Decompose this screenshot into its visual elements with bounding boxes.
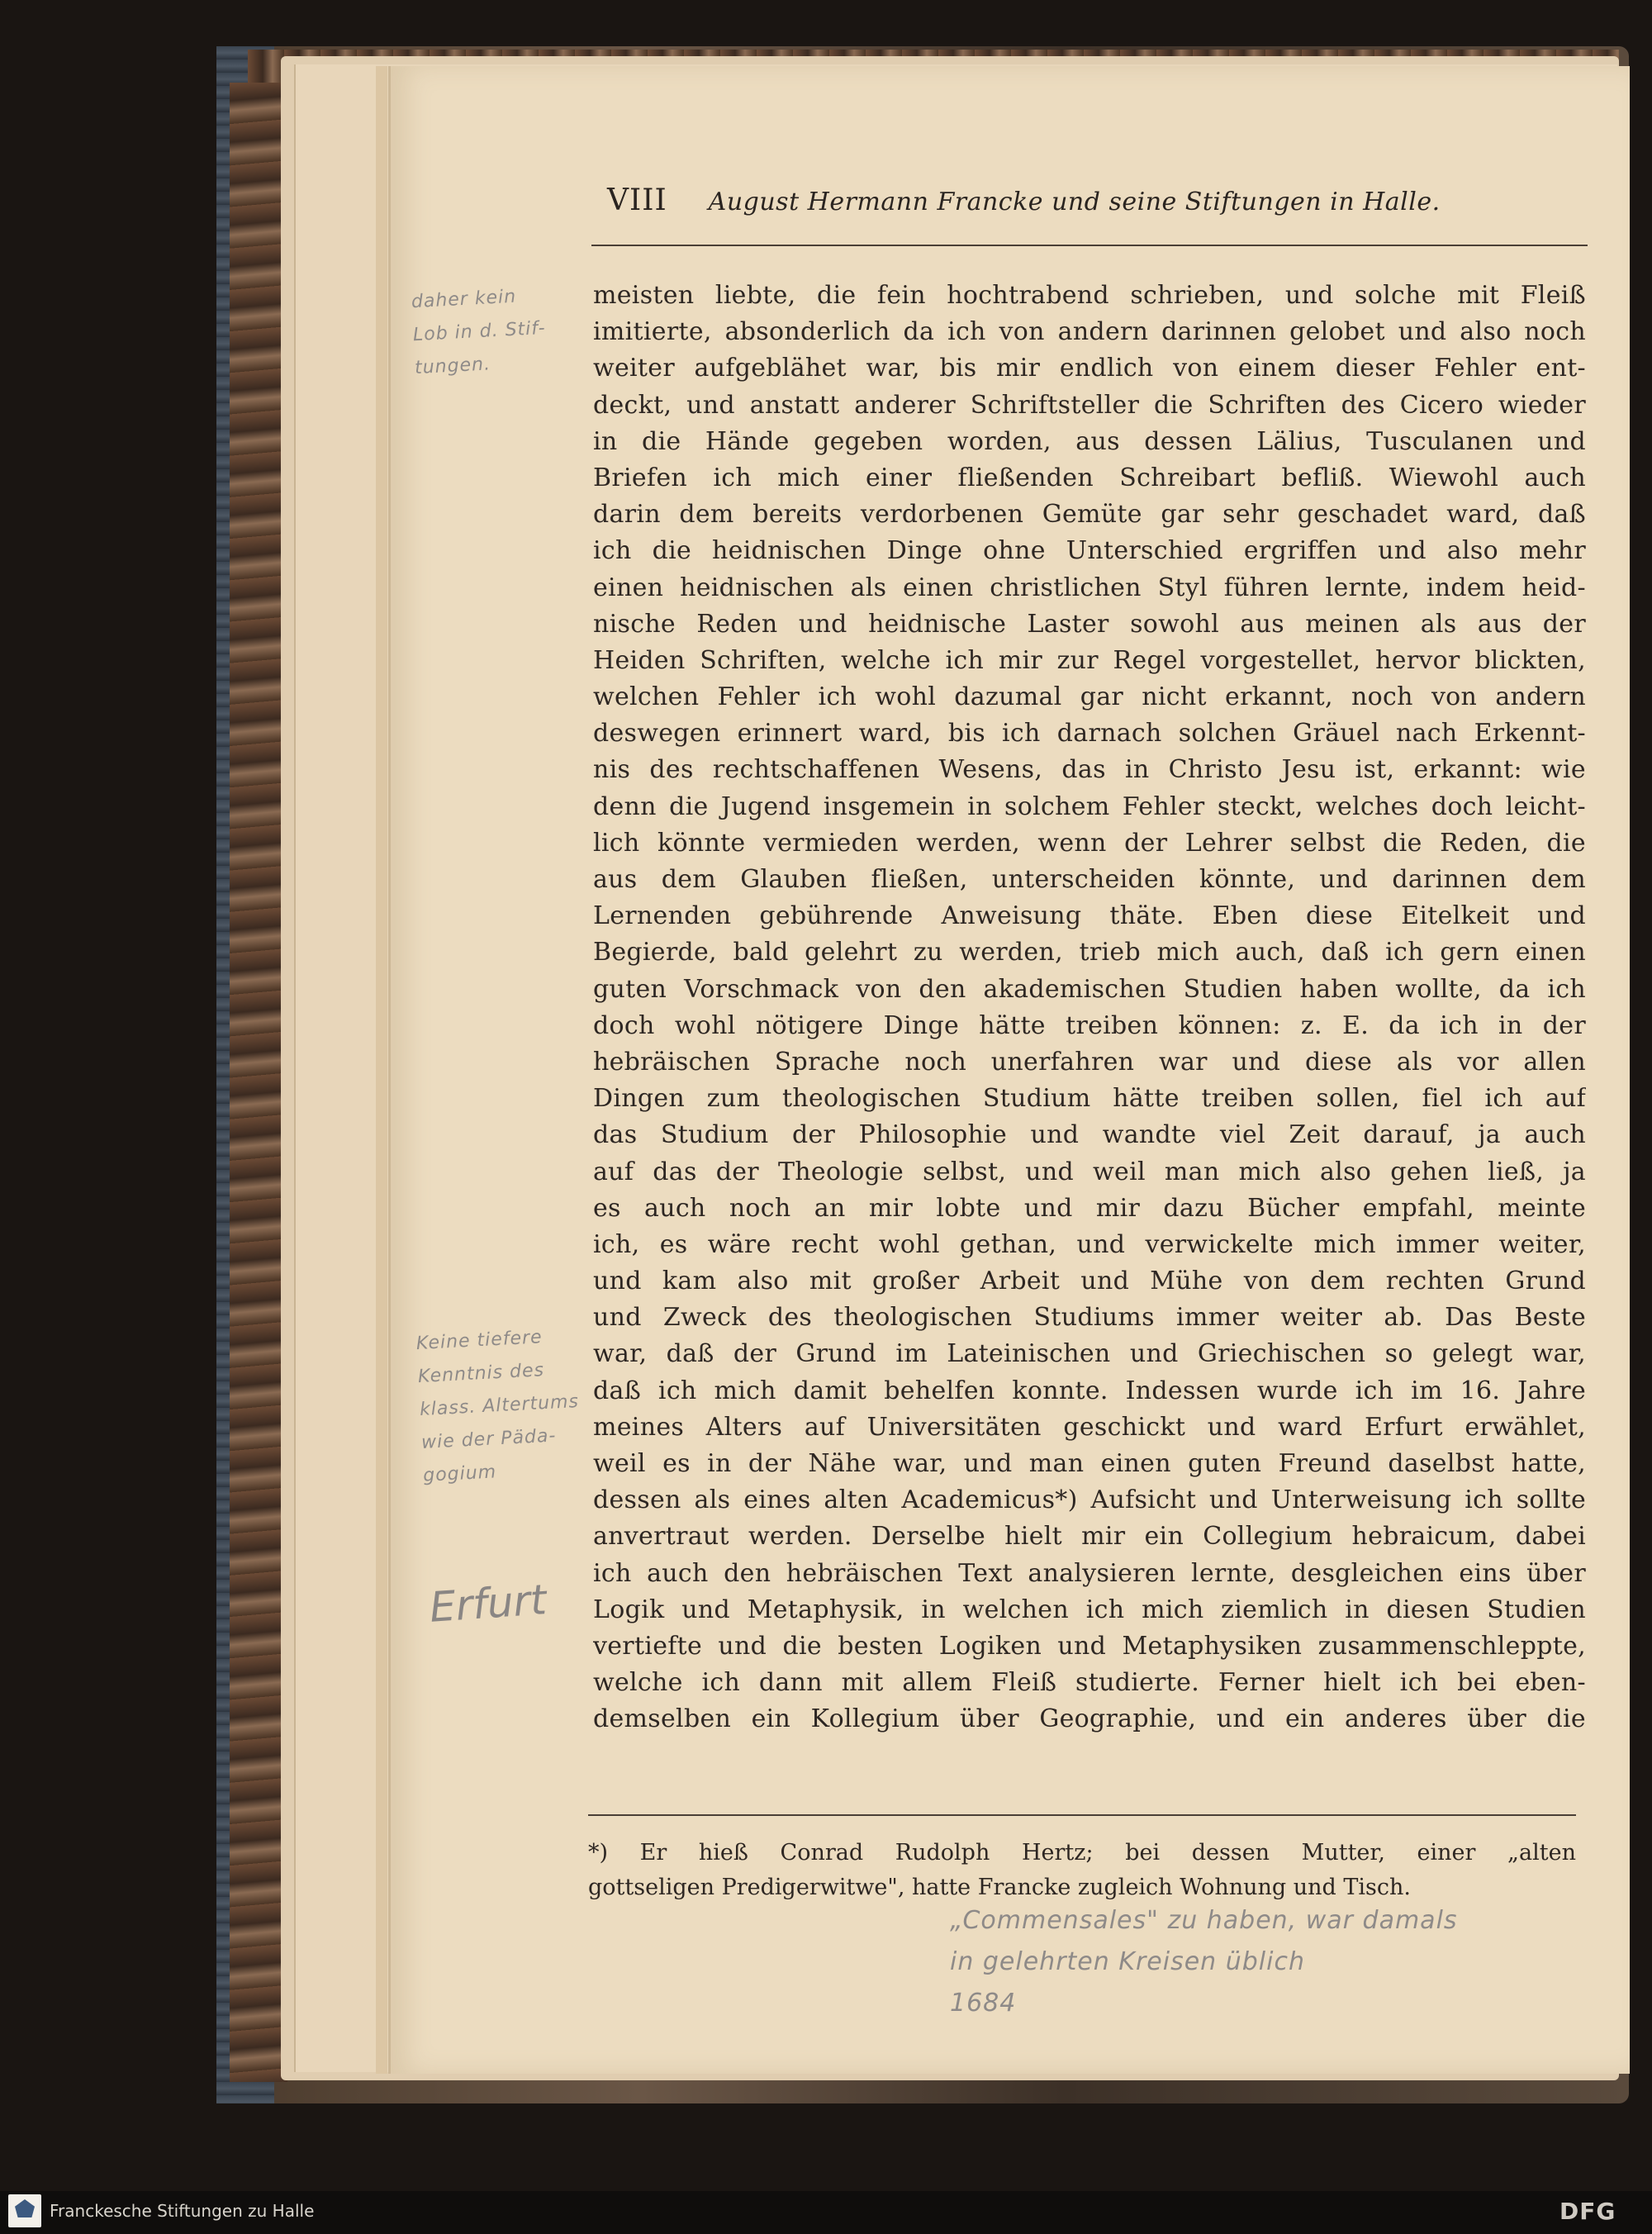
library-name: Franckesche Stiftungen zu Halle <box>50 2201 315 2221</box>
handwritten-line: daher kein <box>411 286 517 313</box>
text-line: hebräischen Sprache noch unerfahren war und diese als vor allen <box>593 1047 1586 1077</box>
text-line: Heiden Schriften, welche ich mir zur Regel vorgestellet, hervor blickten, <box>593 645 1586 675</box>
handwritten-line: Kenntnis des <box>417 1360 545 1388</box>
text-line: dessen als eines alten Academicus*) Aufsicht und Unterweisung ich sollte <box>593 1485 1586 1515</box>
running-head-title: August Hermann Francke und seine Stiftungen in Halle. <box>708 188 1441 216</box>
handwritten-line: Lob in d. Stif- <box>412 317 547 346</box>
text-line: guten Vorschmack von den akademischen Studien haben wollte, da ich <box>593 974 1586 1004</box>
body-text <box>593 278 1586 1738</box>
footnote-line: gottseligen Predigerwitwe", hatte Francke zugleich Wohnung und Tisch. <box>588 1875 1411 1900</box>
library-crest-icon <box>15 2199 35 2217</box>
text-line: Lernenden gebührende Anweisung thäte. Eben diese Eitelkeit und <box>593 901 1586 931</box>
text-line: ich auch den hebräischen Text analysieren lernte, desgleichen eins über <box>593 1558 1586 1588</box>
dfg-logo: DFG <box>1559 2198 1616 2225</box>
handwritten-line: wie der Päda- <box>420 1425 557 1453</box>
text-line: Begierde, bald gelehrt zu werden, trieb mich auch, daß ich gern einen <box>593 938 1586 967</box>
margin-note-top <box>411 279 548 385</box>
text-line: welche ich dann mit allem Fleiß studierte. Ferner hielt ich bei eben- <box>593 1668 1586 1698</box>
text-line: in die Hände gegeben worden, aus dessen Lälius, Tusculanen und <box>593 426 1586 456</box>
text-line: meines Alters auf Universitäten geschickt und ward Erfurt erwählet, <box>593 1412 1586 1442</box>
text-line: weiter aufgeblähet war, bis mir endlich von einem dieser Fehler ent- <box>593 354 1586 383</box>
text-line: deswegen erinnert ward, bis ich darnach solchen Gräuel nach Erkennt- <box>593 719 1586 749</box>
handwritten-line: 1684 <box>950 1989 1017 2018</box>
handwritten-line: gogium <box>422 1462 497 1486</box>
text-line: nis des rechtschaffenen Wesens, das in Christo Jesu ist, erkannt: wie <box>593 755 1586 785</box>
text-line: meisten liebte, die fein hochtrabend schrieben, und solche mit Fleiß <box>593 281 1586 310</box>
text-line: vertiefte und die besten Logiken und Metaphysiken zusammenschleppte, <box>593 1631 1586 1661</box>
text-line: demselben ein Kollegium über Geographie, und ein anderes über die <box>593 1704 1586 1734</box>
text-line: war, daß der Grund im Lateinischen und Griechischen so gelegt war, <box>593 1339 1586 1369</box>
text-line: Briefen ich mich einer fließenden Schreibart befliß. Wiewohl auch <box>593 463 1586 492</box>
text-line: lich könnte vermieden werden, wenn der Lehrer selbst die Reden, die <box>593 828 1586 858</box>
text-line: auf das der Theologie selbst, und weil man mich also gehen ließ, ja <box>593 1157 1586 1186</box>
text-line: und Zweck des theologischen Studiums immer weiter ab. Das Beste <box>593 1303 1586 1333</box>
text-line: ich die heidnischen Dinge ohne Unterschied ergriffen und also mehr <box>593 536 1586 566</box>
running-head <box>607 183 1474 230</box>
text-line: das Studium der Philosophie und wandte viel Zeit darauf, ja auch <box>593 1120 1586 1150</box>
library-logo-icon <box>8 2194 41 2227</box>
text-line: es auch noch an mir lobte und mir dazu Bücher empfahl, meinte <box>593 1193 1586 1223</box>
page-edge <box>376 66 387 2074</box>
handwritten-line: „Commensales" zu haben, war damals <box>950 1906 1458 1935</box>
text-line: Dingen zum theologischen Studium hätte treiben sollen, fiel ich auf <box>593 1084 1586 1114</box>
page-number: VIII <box>607 183 667 217</box>
footnote <box>588 1836 1576 1905</box>
text-line: einen heidnischen als einen christlichen Styl führen lernte, indem heid- <box>593 573 1586 602</box>
margin-note-erfurt: Erfurt <box>428 1576 548 1632</box>
text-line: weil es in der Nähe war, und man einen guten Freund daselbst hatte, <box>593 1449 1586 1478</box>
handwritten-line: tungen. <box>414 354 491 379</box>
handwritten-line: klass. Altertums <box>419 1390 580 1421</box>
text-line: welchen Fehler ich wohl dazumal gar nicht erkannt, noch von andern <box>593 682 1586 712</box>
footnote-line: *) Er hieß Conrad Rudolph Hertz; bei dessen Mutter, einer „alten <box>588 1840 1576 1866</box>
handwritten-line: in gelehrten Kreisen üblich <box>950 1947 1305 1976</box>
text-line: denn die Jugend insgemein in solchem Fehler steckt, welches doch leicht- <box>593 791 1586 821</box>
text-line: daß ich mich damit behelfen konnte. Indessen wurde ich im 16. Jahre <box>593 1376 1586 1405</box>
text-line: deckt, und anstatt anderer Schriftsteller die Schriften des Cicero wieder <box>593 390 1586 420</box>
text-line: Logik und Metaphysik, in welchen ich mich ziemlich in diesen Studien <box>593 1595 1586 1624</box>
text-line: und kam also mit großer Arbeit und Mühe von dem rechten Grund <box>593 1267 1586 1296</box>
text-line: doch wohl nötigere Dinge hätte treiben können: z. E. da ich in der <box>593 1010 1586 1040</box>
handwritten-line: Keine tiefere <box>415 1327 544 1355</box>
text-line: ich, es wäre recht wohl gethan, und verwickelte mich immer weiter, <box>593 1229 1586 1259</box>
text-line: aus dem Glauben fließen, unterscheiden könnte, und darinnen dem <box>593 865 1586 894</box>
margin-note-bottom <box>950 1900 1458 2024</box>
footnote-rule <box>588 1814 1576 1816</box>
text-line: anvertraut werden. Derselbe hielt mir ein Collegium hebraicum, dabei <box>593 1522 1586 1552</box>
header-rule <box>591 245 1588 246</box>
margin-note-middle <box>415 1319 583 1493</box>
marbled-binding-left <box>230 83 287 2082</box>
text-line: nische Reden und heidnische Laster sowohl aus meinen als aus der <box>593 609 1586 639</box>
text-line: darin dem bereits verdorbenen Gemüte gar sehr geschadet ward, daß <box>593 500 1586 530</box>
text-line: imitierte, absonderlich da ich von andern darinnen gelobet und also noch <box>593 317 1586 347</box>
